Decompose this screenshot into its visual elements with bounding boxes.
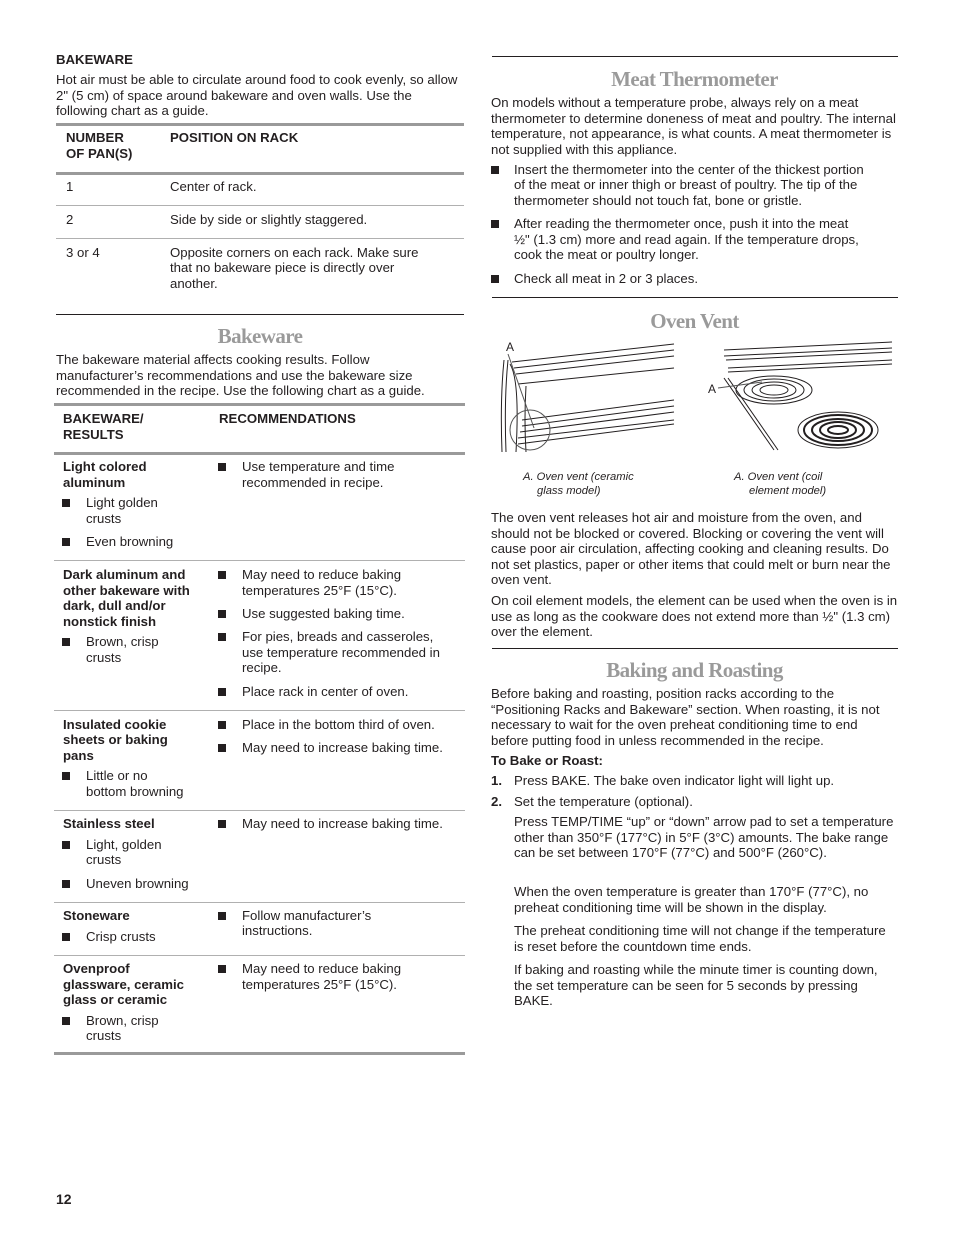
step-2-number: 2. (491, 794, 502, 809)
result-line: Brown, crisp (86, 1013, 159, 1028)
result-line: Light golden (86, 495, 158, 510)
bullet-icon (218, 912, 226, 920)
meat-bullet-line: cook the meat or poultry longer. (514, 247, 699, 262)
rack-row-1-position: Center of rack. (170, 179, 257, 194)
result-line: crusts (86, 511, 122, 526)
result-line: Light, golden (86, 837, 162, 852)
section-divider (492, 56, 898, 57)
rec-line: For pies, breads and casseroles, (242, 629, 434, 644)
material-line: other bakeware with (63, 583, 190, 598)
rack-row-3-position-1: Opposite corners on each rack. Make sure (170, 245, 419, 260)
bakeware-intro: The bakeware material affects cooking results. Follow manufacturer’s recommendations and use the bakeware size recommended in the recipe. Use the following chart as a guide. (56, 352, 425, 399)
rack-row-3-pans: 3 or 4 (66, 245, 100, 260)
bake-intro: Before baking and roasting, position racks according to the “Positioning Racks and Bakeware” section. When roasting, it is not necessary to wait for the oven preheat conditioning time to end before putting food in unless recommended in the recipe. (491, 686, 880, 748)
rec-line: use temperature recommended in (242, 645, 440, 660)
material-line: Dark aluminum and (63, 567, 186, 582)
vent-paragraph-2: On coil element models, the element can be used when the oven is in use as long as the cookware does not extend more than ½" (1.3 cm) over the element. (491, 593, 898, 640)
step-1-text: Press BAKE. The bake oven indicator light will light up. (514, 773, 835, 788)
bullet-icon (491, 275, 499, 283)
caption-coil-line-1: A. Oven vent (coil (734, 471, 823, 483)
bullet-icon (218, 820, 226, 828)
material-line: Stoneware (63, 908, 130, 923)
step-2-detail: When the oven temperature is greater than 170°F (77°C), no preheat conditioning time will be shown in the display. (514, 884, 869, 915)
rack-col1-header-1: NUMBER (66, 130, 124, 145)
step-2-detail: Press TEMP/TIME “up” or “down” arrow pad to set a temperature other than 350°F (177°C) in 5°F (3°C) amounts. The bake range can be set between 170°F (77°C) and 500°F (260°C). (514, 814, 894, 861)
result-line: Crisp crusts (86, 929, 156, 944)
bakeware-col2-header: RECOMMENDATIONS (219, 411, 356, 426)
section-divider (56, 314, 464, 315)
bullet-icon (218, 744, 226, 752)
rack-row-2-pans: 2 (66, 212, 74, 227)
vent-label-a: A (708, 382, 717, 396)
rec-line: recommended in recipe. (242, 475, 384, 490)
rack-row-3-position-2: that no bakeware piece is directly over (170, 260, 395, 275)
result-line: Little or no (86, 768, 148, 783)
bullet-icon (218, 721, 226, 729)
rec-line: May need to increase baking time. (242, 740, 443, 755)
rec-line: temperatures 25°F (15°C). (242, 977, 397, 992)
bullet-icon (62, 841, 70, 849)
material-line: Light colored (63, 459, 147, 474)
result-line: crusts (86, 650, 122, 665)
caption-glass-line-1: A. Oven vent (ceramic (523, 471, 634, 483)
bullet-icon (62, 880, 70, 888)
oven-vent-title: Oven Vent (650, 309, 739, 333)
page-number: 12 (56, 1191, 72, 1207)
rec-line: Place in the bottom third of oven. (242, 717, 435, 732)
caption-glass-line-2: glass model) (537, 485, 601, 497)
rack-row-2-position: Side by side or slightly staggered. (170, 212, 368, 227)
meat-bullet-line: After reading the thermometer once, push it into the meat (514, 216, 849, 231)
rec-line: May need to reduce baking (242, 567, 402, 582)
rack-heading: BAKEWARE (56, 52, 133, 67)
meat-bullet-line: ½" (1.3 cm) more and read again. If the temperature drops, (514, 232, 859, 247)
rec-line: recipe. (242, 660, 282, 675)
bullet-icon (491, 220, 499, 228)
rec-line: Place rack in center of oven. (242, 684, 409, 699)
bullet-icon (62, 538, 70, 546)
bullet-icon (218, 463, 226, 471)
result-line: crusts (86, 852, 122, 867)
rack-col1-header-2: OF PAN(S) (66, 146, 133, 161)
baking-roasting-title: Baking and Roasting (606, 658, 783, 682)
bullet-icon (218, 633, 226, 641)
step-2-detail: If baking and roasting while the minute timer is counting down, the set temperature can be seen for 5 seconds by pressing BAKE. (514, 962, 878, 1009)
meat-intro: On models without a temperature probe, always rely on a meat thermometer to determine doneness of meat and poultry. The internal temperature, not appearance, is what counts. A meat thermometer is not supplied with this appliance. (491, 95, 896, 157)
ceramic-glass-vent-illustration (496, 340, 676, 460)
bullet-icon (218, 965, 226, 973)
rec-line: May need to increase baking time. (242, 816, 443, 831)
rec-line: Use suggested baking time. (242, 606, 405, 621)
meat-bullet-line: Insert the thermometer into the center of the thickest portion (514, 162, 864, 177)
result-line: Uneven browning (86, 876, 189, 891)
bullet-icon (218, 688, 226, 696)
material-line: Stainless steel (63, 816, 155, 831)
meat-thermometer-title: Meat Thermometer (611, 67, 778, 91)
material-line: Insulated cookie (63, 717, 167, 732)
material-line: pans (63, 748, 94, 763)
result-line: bottom browning (86, 784, 184, 799)
rec-line: Follow manufacturer’s (242, 908, 372, 923)
bullet-icon (62, 1017, 70, 1025)
bullet-icon (218, 610, 226, 618)
vent-label-a: A (506, 340, 515, 354)
meat-bullet-line: of the meat or inner thigh or breast of poultry. The tip of the (514, 177, 858, 192)
section-divider (492, 648, 898, 649)
bullet-icon (62, 638, 70, 646)
bakeware-col1-header-1: BAKEWARE/ (63, 411, 144, 426)
bullet-icon (62, 933, 70, 941)
rack-intro: Hot air must be able to circulate around food to cook evenly, so allow 2" (5 cm) of space around bakeware and oven walls. Use the following chart as a guide. (56, 72, 458, 119)
step-1-number: 1. (491, 773, 502, 788)
material-line: glassware, ceramic (63, 977, 184, 992)
material-line: nonstick finish (63, 614, 157, 629)
bakeware-title: Bakeware (217, 324, 303, 348)
material-line: dark, dull and/or (63, 598, 166, 613)
material-line: sheets or baking (63, 732, 168, 747)
rack-row-3-position-3: another. (170, 276, 218, 291)
rec-line: temperatures 25°F (15°C). (242, 583, 397, 598)
step-2-detail: The preheat conditioning time will not change if the temperature is reset before the countdown time ends. (514, 923, 886, 954)
meat-bullet-line: Check all meat in 2 or 3 places. (514, 271, 698, 286)
material-line: Ovenproof (63, 961, 130, 976)
material-line: aluminum (63, 475, 126, 490)
section-divider (492, 297, 898, 298)
bake-subheading: To Bake or Roast: (491, 753, 603, 768)
rec-line: instructions. (242, 923, 313, 938)
coil-element-vent-illustration (704, 338, 894, 458)
bullet-icon (62, 772, 70, 780)
bullet-icon (218, 571, 226, 579)
result-line: crusts (86, 1028, 122, 1043)
caption-coil-line-2: element model) (749, 485, 827, 497)
result-line: Even browning (86, 534, 174, 549)
meat-bullet-line: thermometer should not touch fat, bone or gristle. (514, 193, 803, 208)
vent-paragraph-1: The oven vent releases hot air and moisture from the oven, and should not be blocked or covered. Blocking or covering the vent will cause poor air circulation, affecting cooking and cleaning results. Do not set plastics, paper or other items that could melt or burn near the oven vent. (491, 510, 891, 588)
result-line: Brown, crisp (86, 634, 159, 649)
rack-col2-header: POSITION ON RACK (170, 130, 299, 145)
rack-row-1-pans: 1 (66, 179, 74, 194)
bullet-icon (491, 166, 499, 174)
rec-line: Use temperature and time (242, 459, 395, 474)
step-2-text: Set the temperature (optional). (514, 794, 693, 809)
bullet-icon (62, 499, 70, 507)
material-line: glass or ceramic (63, 992, 168, 1007)
rec-line: May need to reduce baking (242, 961, 402, 976)
bakeware-col1-header-2: RESULTS (63, 427, 124, 442)
